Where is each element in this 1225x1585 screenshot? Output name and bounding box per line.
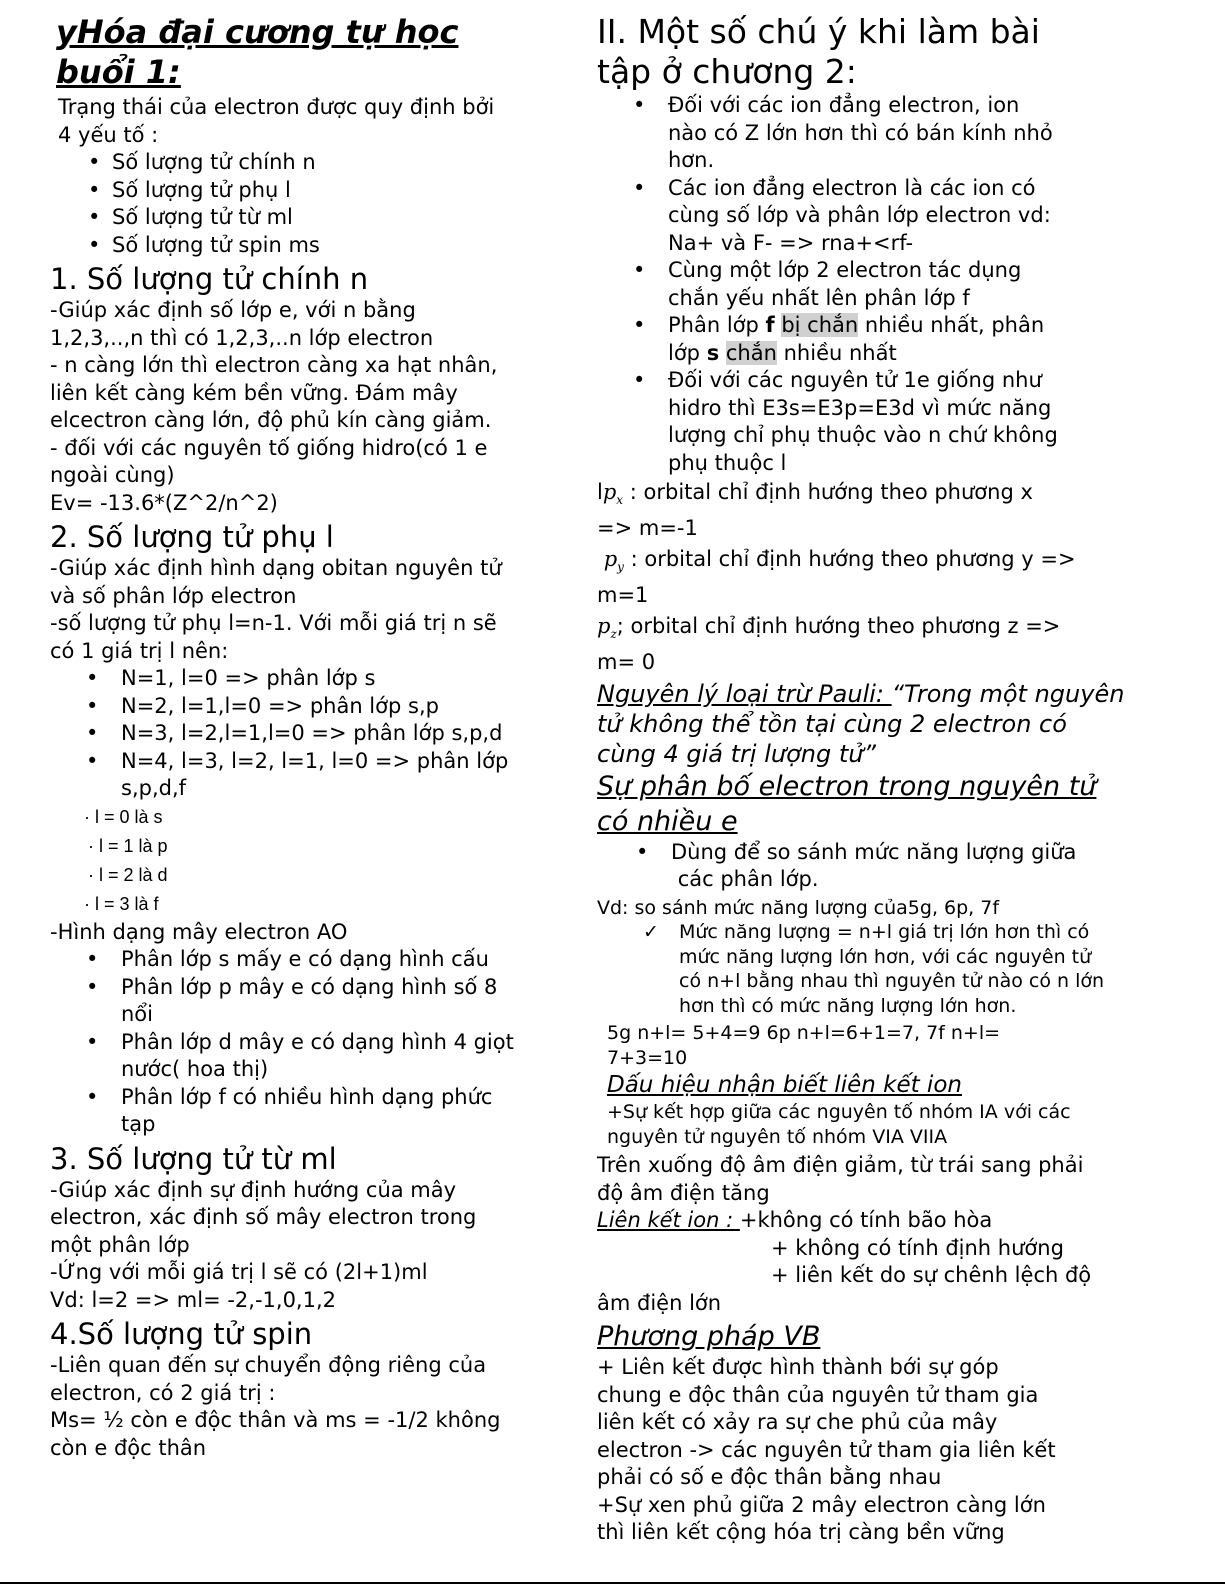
distribution-heading-line1: Sự phân bố electron trong nguyên tử bbox=[597, 770, 1097, 802]
sublayer-list bbox=[121, 665, 550, 803]
ionic-bond-line bbox=[597, 1207, 1137, 1235]
orbital-py bbox=[597, 546, 1137, 582]
factor-label: Số lượng tử phụ l bbox=[112, 177, 291, 202]
ionic-bond-label: Liên kết ion : bbox=[597, 1208, 740, 1233]
ao-heading: -Hình dạng mây electron AO bbox=[50, 919, 348, 944]
list-item-text: N=3, l=2,l=1,l=0 => phân lớp s,p,d bbox=[121, 721, 503, 745]
orbital-text: : orbital chỉ định hướng theo phương y => bbox=[623, 547, 1076, 572]
page-bottom-divider bbox=[0, 1582, 1225, 1584]
list-item-text: N=1, l=0 => phân lớp s bbox=[121, 666, 376, 690]
pauli-principle bbox=[597, 679, 1137, 709]
vb-line: phải có số e độc thân bằng nhau bbox=[597, 1465, 942, 1490]
right-column bbox=[597, 12, 1137, 1547]
l-value-note: · l = 1 là p bbox=[88, 835, 168, 856]
factor-label: Số lượng tử spin ms bbox=[112, 232, 320, 257]
s2-line: -số lượng tử phụ l=n-1. Với mỗi giá trị n sẽ bbox=[50, 611, 497, 635]
s4-line: electron, có 2 giá trị : bbox=[50, 1380, 276, 1405]
example-line: Vd: so sánh mức năng lượng của5g, 6p, 7f bbox=[597, 896, 1000, 919]
px-symbol bbox=[602, 480, 624, 508]
pz-subscript: z bbox=[610, 627, 617, 642]
s4-line: còn e độc thân bbox=[50, 1435, 207, 1460]
note-text: lượng chỉ phụ thuộc vào n chứ không bbox=[668, 423, 1058, 447]
chapter-heading-line1: II. Một số chú ý khi làm bài bbox=[597, 12, 1040, 51]
px-subscript: x bbox=[616, 493, 624, 508]
note-item bbox=[668, 92, 1137, 175]
l-value-note: · l = 2 là d bbox=[88, 864, 168, 885]
note-text: hơn. bbox=[668, 148, 715, 172]
note-text: Cùng một lớp 2 electron tác dụng bbox=[668, 258, 1022, 282]
vb-line: chung e độc thân của nguyên tử tham gia bbox=[597, 1382, 1039, 1407]
check-text: Mức năng lượng = n+l giá trị lớn hơn thì có bbox=[679, 921, 1090, 944]
electronegativity-line: độ âm điện tăng bbox=[597, 1180, 770, 1205]
note-bold: f bbox=[765, 313, 775, 337]
list-item-text: Dùng để so sánh mức năng lượng giữa bbox=[671, 839, 1077, 864]
note-text: nhiều nhất, phân bbox=[858, 313, 1045, 337]
note-highlight: chắn bbox=[725, 340, 777, 365]
list-item-text: s,p,d,f bbox=[121, 776, 187, 800]
list-item bbox=[121, 974, 550, 1029]
orbital-pz bbox=[597, 613, 1137, 649]
factor-list bbox=[112, 149, 550, 259]
s3-line: một phân lớp bbox=[50, 1232, 190, 1257]
note-item bbox=[668, 257, 1137, 312]
section-heading-2: 2. Số lượng tử phụ l bbox=[50, 520, 334, 554]
list-item-text: Phân lớp s mấy e có dạng hình cấu bbox=[121, 947, 489, 971]
list-item bbox=[671, 839, 1137, 894]
py-letter: p bbox=[603, 547, 618, 572]
list-item-text: Phân lớp d mây e có dạng hình 4 giọt bbox=[121, 1029, 514, 1054]
vb-line: + Liên kết được hình thành bới sự góp bbox=[597, 1355, 999, 1380]
orbital-text: ; orbital chỉ định hướng theo phương z => bbox=[616, 614, 1061, 639]
s3-line: Vd: l=2 => ml= -2,-1,0,1,2 bbox=[50, 1287, 337, 1312]
chapter-heading-line2: tập ở chương 2: bbox=[597, 52, 857, 91]
pauli-quote-line: tử không thể tồn tại cùng 2 electron có bbox=[597, 709, 1067, 738]
ionic-line: +Sự kết hợp giữa các nguyên tố nhóm IA với các bbox=[607, 1101, 1071, 1124]
pauli-quote: “Trong một nguyên bbox=[891, 679, 1125, 708]
note-text bbox=[719, 341, 726, 365]
list-item-text: N=4, l=3, l=2, l=1, l=0 => phân lớp bbox=[121, 748, 509, 773]
note-item bbox=[668, 367, 1137, 477]
list-item bbox=[121, 748, 550, 803]
list-item bbox=[121, 946, 550, 974]
note-text: cùng số lớp và phân lớp electron vd: bbox=[668, 203, 1051, 227]
vb-line: thì liên kết cộng hóa trị càng bền vững bbox=[597, 1520, 1005, 1545]
left-column bbox=[50, 12, 550, 1462]
s1-line: 1,2,3,..,n thì có 1,2,3,..n lớp electron bbox=[50, 325, 434, 350]
factor-label: Số lượng tử chính n bbox=[112, 150, 316, 174]
s2-line: và số phân lớp electron bbox=[50, 583, 297, 608]
factor-item bbox=[112, 232, 550, 260]
note-text: nhiều nhất bbox=[776, 340, 897, 365]
calc-line: 7+3=10 bbox=[607, 1046, 688, 1069]
list-item-text: Phân lớp p mây e có dạng hình số 8 bbox=[121, 974, 498, 999]
pz-letter: p bbox=[597, 614, 611, 639]
factor-item bbox=[112, 177, 550, 205]
l-value-note: · l = 0 là s bbox=[84, 806, 163, 827]
s1-line: ngoài cùng) bbox=[50, 463, 175, 487]
energy-formula: Ev= -13.6*(Z^2/n^2) bbox=[50, 490, 278, 515]
vb-line: electron -> các nguyên tử tham gia liên kết bbox=[597, 1437, 1056, 1462]
py-symbol bbox=[603, 547, 624, 575]
ao-list bbox=[121, 946, 550, 1139]
list-item-text: nước( hoa thị) bbox=[121, 1057, 269, 1081]
note-text: Đối với các ion đẳng electron, ion bbox=[668, 93, 1020, 117]
orbital-text: : orbital chỉ định hướng theo phương x bbox=[623, 480, 1033, 504]
note-text: Đối với các nguyên tử 1e giống như bbox=[668, 368, 1042, 392]
py-subscript: y bbox=[617, 560, 624, 575]
section-heading-4: 4.Số lượng tử spin bbox=[50, 1317, 313, 1351]
note-item bbox=[668, 312, 1137, 367]
section-heading-1: 1. Số lượng tử chính n bbox=[50, 262, 369, 296]
doc-title-line1: yHóa đại cương tự học bbox=[56, 13, 459, 51]
note-text: hidro thì E3s=E3p=E3d vì mức năng bbox=[668, 395, 1052, 420]
check-list bbox=[679, 920, 1137, 1018]
pauli-quote-line: cùng 4 giá trị lượng tử” bbox=[597, 739, 876, 768]
list-item bbox=[121, 665, 550, 693]
list-item-text: tạp bbox=[121, 1112, 156, 1136]
ionic-heading: Dấu hiệu nhận biết liên kết ion bbox=[607, 1072, 962, 1099]
pauli-label: Nguyên lý loại trừ Pauli: bbox=[597, 679, 892, 708]
list-item-text: các phân lớp. bbox=[677, 867, 819, 892]
vb-heading: Phương pháp VB bbox=[597, 1321, 821, 1353]
s1-line: elcectron càng lớn, độ phủ kín càng giảm. bbox=[50, 408, 492, 432]
orbital-pz-line2: m= 0 bbox=[597, 650, 656, 675]
px-letter: p bbox=[602, 480, 617, 504]
orbital-prefix: l bbox=[597, 480, 603, 504]
check-text: có n+l bằng nhau thì nguyên tử nào có n lớn bbox=[679, 970, 1105, 993]
note-highlight: bị chắn bbox=[781, 313, 859, 337]
check-item bbox=[679, 920, 1137, 1018]
ionic-bond-prop: âm điện lớn bbox=[597, 1290, 722, 1315]
orbital-px bbox=[597, 479, 1137, 515]
factor-item bbox=[112, 149, 550, 177]
doc-title-line2: buổi 1: bbox=[56, 53, 181, 91]
s3-line: electron, xác định số mây electron trong bbox=[50, 1205, 477, 1229]
s1-line: -Giúp xác định số lớp e, với n bằng bbox=[50, 298, 416, 322]
section-heading-3: 3. Số lượng tử từ ml bbox=[50, 1141, 337, 1176]
intro-line: 4 yếu tố : bbox=[58, 122, 159, 147]
note-text: nào có Z lớn hơn thì có bán kính nhỏ bbox=[668, 120, 1053, 145]
s3-line: -Giúp xác định sự định hướng của mây bbox=[50, 1177, 457, 1202]
s1-line: - đối với các nguyên tố giống hidro(có 1 e bbox=[50, 435, 488, 460]
ionic-bond-prop: + liên kết do sự chênh lệch độ bbox=[771, 1263, 1092, 1288]
check-text: hơn thì có mức năng lượng lớn hơn. bbox=[679, 994, 1017, 1017]
factor-label: Số lượng tử từ ml bbox=[112, 205, 293, 229]
note-text: lớp bbox=[668, 340, 707, 365]
list-item bbox=[121, 720, 550, 748]
distribution-heading-line2: có nhiều e bbox=[597, 805, 738, 837]
note-text: Các ion đẳng electron là các ion có bbox=[668, 175, 1036, 200]
list-item bbox=[121, 1029, 550, 1084]
note-item bbox=[668, 175, 1137, 258]
pz-symbol bbox=[597, 614, 617, 642]
list-item-text: nổi bbox=[121, 1002, 153, 1026]
s1-line: - n càng lớn thì electron càng xa hạt nhân, bbox=[50, 353, 498, 377]
note-text: phụ thuộc l bbox=[668, 450, 787, 475]
ionic-bond-prop: + không có tính định hướng bbox=[771, 1235, 1064, 1260]
s1-line: liên kết càng kém bền vững. Đám mây bbox=[50, 380, 458, 405]
s2-line: có 1 giá trị l nên: bbox=[50, 638, 229, 663]
note-bold: s bbox=[706, 340, 720, 365]
electronegativity-line: Trên xuống độ âm điện giảm, từ trái sang phải bbox=[597, 1153, 1084, 1178]
notes-list bbox=[668, 92, 1137, 477]
list-item-text: N=2, l=1,l=0 => phân lớp s,p bbox=[121, 693, 439, 718]
s3-line: -Ứng với mỗi giá trị l sẽ có (2l+1)ml bbox=[50, 1260, 428, 1284]
factor-item bbox=[112, 204, 550, 232]
s4-line: Ms= ½ còn e độc thân và ms = -1/2 không bbox=[50, 1408, 501, 1432]
list-item bbox=[121, 1084, 550, 1139]
distribution-list bbox=[671, 839, 1137, 894]
ionic-line: nguyên tử nguyên tố nhóm VIA VIIA bbox=[607, 1125, 948, 1148]
s2-line: -Giúp xác định hình dạng obitan nguyên tử bbox=[50, 556, 502, 580]
note-text: chắn yếu nhất lên phân lớp f bbox=[668, 285, 970, 310]
orbital-py-line2: m=1 bbox=[597, 582, 649, 607]
l-value-note: · l = 3 là f bbox=[84, 893, 159, 914]
check-text: mức năng lượng lớn hơn, với các nguyên tử bbox=[679, 945, 1092, 968]
s4-line: -Liên quan đến sự chuyển động riêng của bbox=[50, 1353, 487, 1377]
vb-line: liên kết có xảy ra sự che phủ của mây bbox=[597, 1410, 998, 1435]
list-item-text: Phân lớp f có nhiều hình dạng phức bbox=[121, 1084, 493, 1109]
list-item bbox=[121, 693, 550, 721]
vb-line: +Sự xen phủ giữa 2 mây electron càng lớn bbox=[597, 1492, 1046, 1517]
note-text: Phân lớp bbox=[668, 313, 766, 337]
calc-line: 5g n+l= 5+4=9 6p n+l=6+1=7, 7f n+l= bbox=[607, 1022, 1001, 1045]
ionic-bond-prop: +không có tính bão hòa bbox=[739, 1208, 993, 1233]
orbital-px-line2: => m=-1 bbox=[597, 515, 698, 540]
intro-line: Trạng thái của electron được quy định bởi bbox=[58, 95, 495, 119]
note-text: Na+ và F- => rna+<rf- bbox=[668, 230, 914, 255]
